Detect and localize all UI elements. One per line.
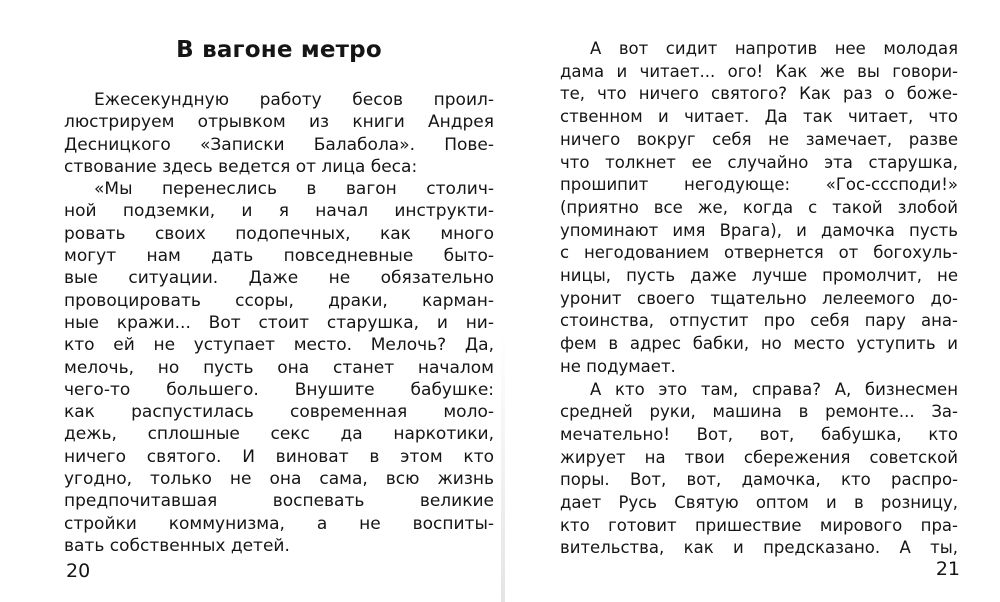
text-line: дежь, сплошные секс да наркотики, <box>64 424 494 445</box>
page-number-right: 21 <box>935 558 960 580</box>
text-line: ствование здесь ведется от лица беса: <box>64 156 418 177</box>
text-line: ные кражи... Вот стоит старушка, и ни- <box>64 312 494 333</box>
text-line: кто ей не уступает место. Мелочь? Да, <box>64 335 494 356</box>
text-line: поры. Вот, вот, дамочка, кто распро- <box>560 470 958 490</box>
text-line: Ежесекундную работу бесов проил- <box>94 90 494 110</box>
text-line: те, что ничего святого? Как раз о боже- <box>560 84 958 104</box>
text-line: А вот сидит напротив нее молодая <box>590 39 958 58</box>
text-line: (приятно все же, когда с такой злобой <box>560 197 958 217</box>
text-line: люстрируем отрывком из книги Андрея <box>64 112 494 133</box>
text-line: ной подземки, и я начал инструкти- <box>64 201 494 222</box>
left-page <box>64 36 494 557</box>
right-page <box>560 38 958 560</box>
text-line: не подумает. <box>560 356 676 376</box>
text-line: с негодованием отвернется от богохуль- <box>560 243 958 263</box>
text-line: ничего святого. И виноват в этом кто <box>64 446 494 467</box>
text-line: Десницкого «Записки Балабола». Пове- <box>64 134 494 155</box>
text-line: ницы, пусть даже лучше промолчит, не <box>560 266 958 286</box>
text-line: средней руки, машина в ремонте... За- <box>560 402 958 422</box>
text-line: упоминают имя Врага), и дамочка пусть <box>560 220 958 240</box>
text-line: стройки коммунизма, а не воспиты- <box>64 513 494 534</box>
text-line: фем в адрес бабки, но место уступить и <box>560 334 958 354</box>
text-line: ровать своих подопечных, как много <box>64 223 494 244</box>
text-line: вые ситуации. Даже не обязательно <box>64 268 494 289</box>
text-line: предпочитавшая воспевать великие <box>64 491 494 512</box>
text-line: вительства, как и предсказано. А ты, <box>560 538 958 558</box>
text-line: дает Русь Святую оптом и в розницу, <box>560 493 958 513</box>
text-line: что толкнет ее случайно эта старушка, <box>560 152 958 172</box>
text-line: провоцировать ссоры, драки, карман- <box>64 290 494 311</box>
text-line: ственном и читает. Да так читает, что <box>560 107 958 127</box>
text-line: жирует на твои сбережения советской <box>560 447 958 467</box>
text-line: уронит своего тщательно лелеемого до- <box>560 288 958 308</box>
text-line: мечательно! Вот, вот, бабушка, кто <box>560 424 958 444</box>
text-line: дама и читает... ого! Как же вы говори- <box>560 61 958 81</box>
right-page-body <box>560 38 958 560</box>
text-line: мелочь, но пусть она станет началом <box>64 357 494 378</box>
left-page-body <box>64 89 494 557</box>
page-gutter-shadow <box>501 0 505 602</box>
text-line: угодно, только не она сама, всю жизнь <box>64 469 494 490</box>
text-line: ничего вокруг себя не замечает, разве <box>560 129 958 149</box>
page-title: В вагоне метро <box>176 37 382 63</box>
text-line: чего-то большего. Внушите бабушке: <box>64 379 494 400</box>
text-line: как распустилась современная моло- <box>64 402 494 423</box>
text-line: «Мы перенеслись в вагон столич- <box>94 179 494 200</box>
page-number-left: 20 <box>66 560 91 582</box>
text-line: могут нам дать повседневные быто- <box>64 246 494 267</box>
text-line: стоинства, отпустит про себя пару ана- <box>560 311 958 331</box>
text-line: прошипит негодующе: «Гос-сссподи!» <box>560 175 958 195</box>
text-line: А кто это там, справа? А, бизнесмен <box>590 379 958 399</box>
text-line: вать собственных детей. <box>64 535 290 556</box>
text-line: кто готовит пришествие мирового пра- <box>560 515 958 535</box>
